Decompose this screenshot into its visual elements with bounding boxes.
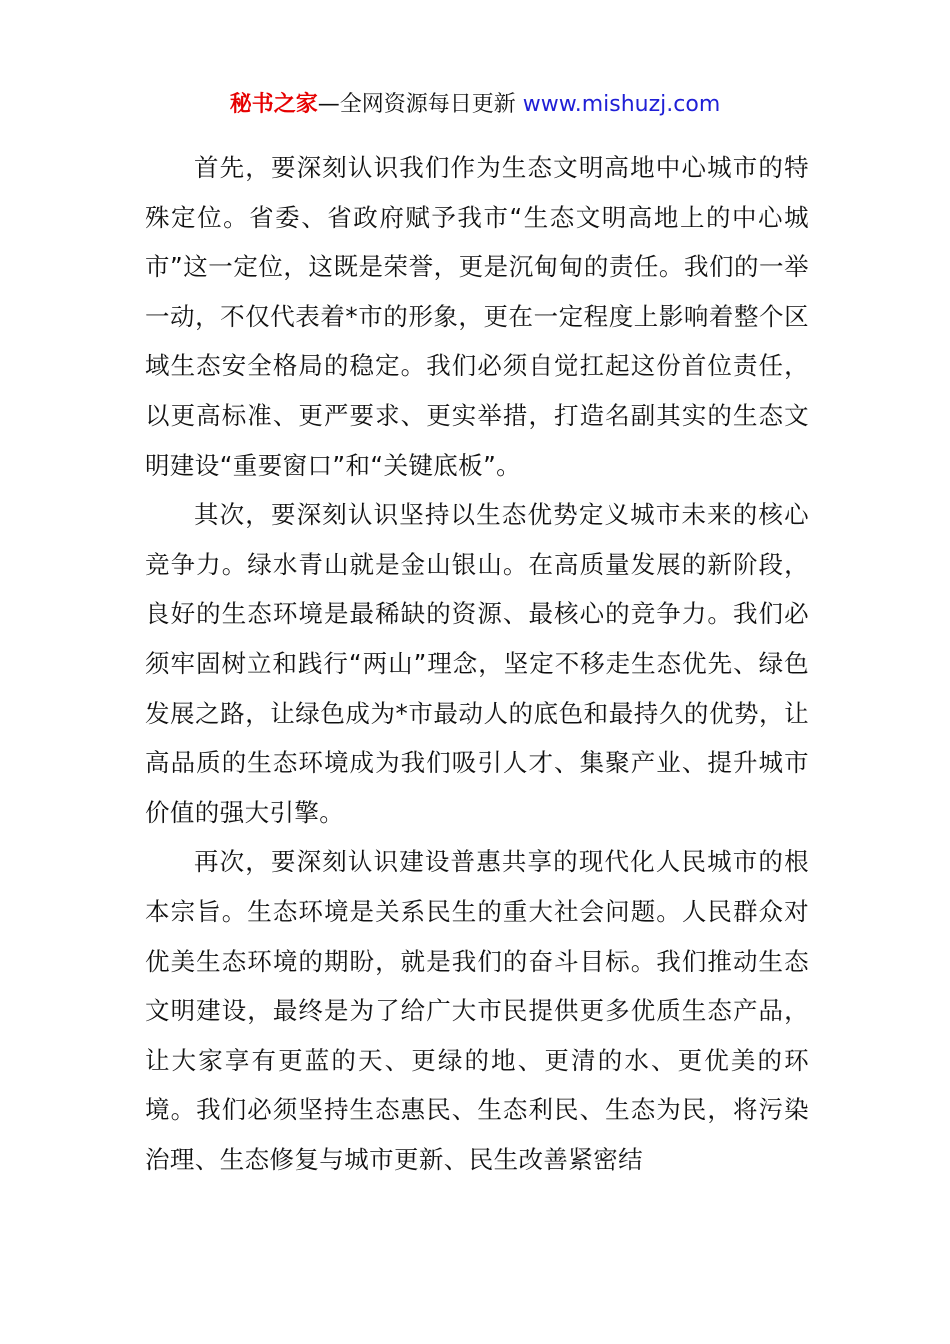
paragraph-second: 其次，要深刻认识坚持以生态优势定义城市未来的核心竞争力。绿水青山就是金山银山。在高质量发展的新阶段，良好的生态环境是最稀缺的资源、最核心的竞争力。我们必须牢固树立和践行“两山”理念，坚定不移走生态优先、绿色发展之路，让绿色成为*市最动人的底色和最持久的优势，让高品质的生态环境成为我们吸引人才、集聚产业、提升城市价值的强大引擎。 <box>145 500 809 827</box>
document-body <box>145 143 809 1184</box>
header-tagline: —全网资源每日更新 <box>317 92 523 117</box>
brand-name: 秘书之家 <box>229 92 318 117</box>
page-header <box>0 88 950 122</box>
paragraph-first: 首先，要深刻认识我们作为生态文明高地中心城市的特殊定位。省委、省政府赋予我市“生态文明高地上的中心城市”这一定位，这既是荣誉，更是沉甸甸的责任。我们的一举一动，不仅代表着*市的形象，更在一定程度上影响着整个区域生态安全格局的稳定。我们必须自觉扛起这份首位责任，以更高标准、更严要求、更实举措，打造名副其实的生态文明建设“重要窗口”和“关键底板”。 <box>145 153 809 480</box>
paragraph-third: 再次，要深刻认识建设普惠共享的现代化人民城市的根本宗旨。生态环境是关系民生的重大社会问题。人民群众对优美生态环境的期盼，就是我们的奋斗目标。我们推动生态文明建设，最终是为了给广大市民提供更多优质生态产品，让大家享有更蓝的天、更绿的地、更清的水、更优美的环境。我们必须坚持生态惠民、生态利民、生态为民，将污染治理、生态修复与城市更新、民生改善紧密结 <box>145 847 809 1174</box>
website-link[interactable]: www.mishuzj.com <box>522 92 721 117</box>
